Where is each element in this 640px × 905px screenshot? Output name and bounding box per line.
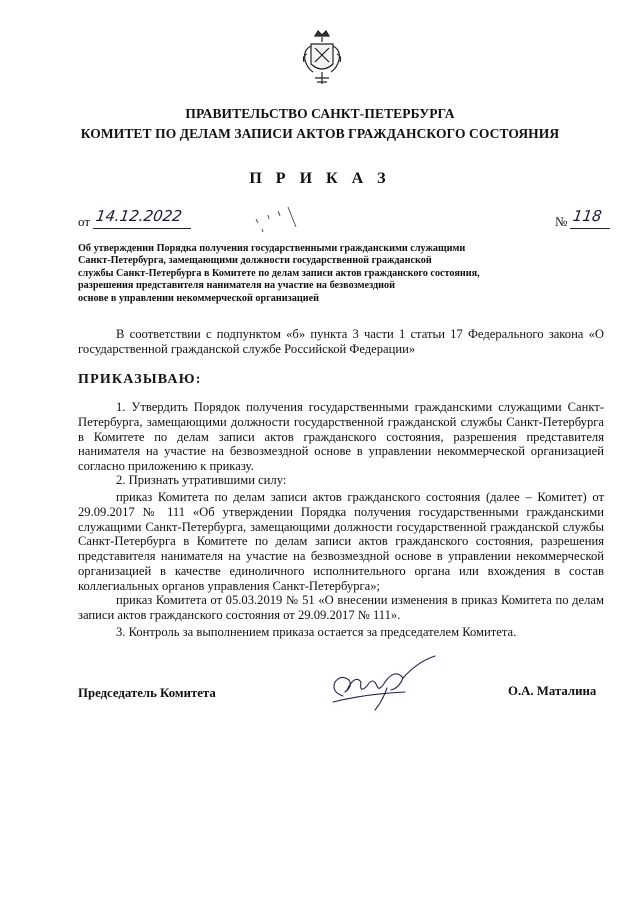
- date-underline: [93, 228, 191, 229]
- subject-line: Об утверждении Порядка получения государственными гражданскими служащими: [78, 243, 466, 254]
- item-3-paragraph: 3. Контроль за выполнением приказа остается за председателем Комитета.: [116, 625, 517, 639]
- order-subject: [78, 243, 518, 305]
- subject-line: разрешения представителя нанимателя на участие на безвозмездной: [78, 280, 395, 292]
- number-value: 118: [571, 207, 603, 225]
- item-2b-paragraph: приказ Комитета от 05.03.2019 № 51 «О внесении изменения в приказ Комитета по делам записи актов гражданского состояния от 29.09.2017 № 111».: [78, 593, 604, 622]
- handwritten-signature: [325, 652, 440, 714]
- date-value: 14.12.2022: [94, 207, 184, 225]
- committee-title: КОМИТЕТ ПО ДЕЛАМ ЗАПИСИ АКТОВ ГРАЖДАНСКОГО СОСТОЯНИЯ: [80, 126, 560, 141]
- number-label: №: [555, 214, 568, 229]
- signatory-position: Председатель Комитета: [78, 686, 216, 700]
- coat-of-arms-emblem: [301, 28, 343, 88]
- government-title: ПРАВИТЕЛЬСТВО САНКТ-ПЕТЕРБУРГА: [185, 106, 455, 121]
- subject-line: основе в управлении некоммерческой организацией: [78, 292, 319, 304]
- signatory-name: О.А. Маталина: [508, 684, 597, 698]
- item-1-paragraph: 1. Утвердить Порядок получения государственными гражданскими служащими Санкт-Петербурга, замещающими должности государственной гражданской службы Санкт-Петербурга в Комитете по делам записи актов гражданского состояния, разрешения представителя нанимателя на участие на безвозмездной основе в управлении некоммерческой организацией согласно приложению к приказу.: [78, 400, 604, 474]
- subject-line: Санкт-Петербурга, замещающими должности государственной гражданской: [78, 255, 432, 267]
- number-underline: [570, 228, 610, 229]
- stray-pen-marks: [250, 205, 310, 235]
- decree-heading: ПРИКАЗЫВАЮ:: [78, 372, 202, 387]
- item-2-paragraph: 2. Признать утратившими силу:: [116, 473, 287, 487]
- intro-paragraph: В соответствии с подпунктом «б» пункта 3 части 1 статьи 17 Федерального закона «О государственной гражданской службе Российской Федерации»: [78, 327, 604, 356]
- subject-line: службы Санкт-Петербурга в Комитете по делам записи актов гражданского состояния,: [78, 267, 480, 279]
- item-2a-paragraph: приказ Комитета по делам записи актов гражданского состояния (далее – Комитет) от 29.09.2017 № 111 «Об утверждении Порядка получения государственными гражданскими служащими Санкт-Петербурга, замещающими должности государственной гражданской службы Санкт-Петербурга в Комитете по делам записи актов гражданского состояния, разрешения представителя нанимателя на участие на безвозмездной основе в управлении некоммерческой организацией в качестве единоличного исполнительного органа или вхождения в состав коллегиальных органов управления Санкт-Петербурга»;: [78, 490, 604, 593]
- date-label: от: [78, 214, 91, 229]
- order-title: П Р И К А З: [249, 170, 391, 187]
